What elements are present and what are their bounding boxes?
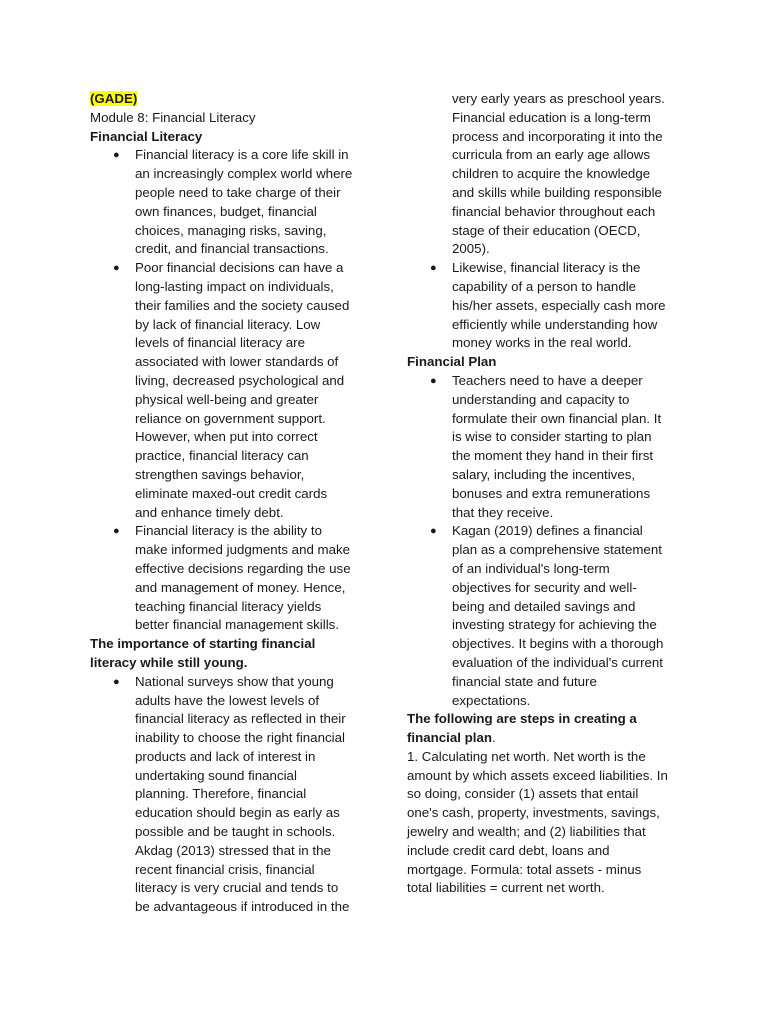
text-line: inability to choose the right financial	[135, 730, 345, 746]
text-line: children to acquire the knowledge	[452, 166, 651, 182]
text-line: own finances, budget, financial	[135, 203, 317, 219]
bullet-icon: ●	[430, 525, 437, 538]
heading-importance: The importance of starting financial literacy while still young.	[90, 636, 316, 670]
text-line: Akdag (2013) stressed that in the	[135, 842, 331, 858]
heading-steps: The following are steps in creating a financial plan.	[407, 711, 637, 746]
text-line: teaching financial literacy yields	[135, 598, 322, 614]
text-line: possible and be taught in schools.	[135, 824, 336, 840]
text-line: education should begin as early as	[135, 805, 340, 821]
text-line: bonuses and extra remunerations	[452, 485, 651, 501]
text-line: long-lasting impact on individuals,	[135, 278, 334, 294]
list-item	[407, 259, 692, 353]
text-line: objectives for security and well-	[452, 579, 637, 595]
text-line: money works in the real world.	[452, 335, 632, 351]
text-line: effective decisions regarding the use	[135, 560, 351, 576]
grade-tag: (GADE)	[90, 91, 138, 106]
text-line: process and incorporating it into the	[452, 128, 663, 144]
text-line: by lack of financial literacy. Low	[135, 316, 321, 332]
text-line: financial behavior throughout each	[452, 203, 656, 219]
list-item	[407, 522, 692, 710]
text-line: total liabilities = current net worth.	[407, 880, 605, 896]
text-line: people need to take charge of their	[135, 184, 341, 200]
text-line: better financial management skills.	[135, 617, 339, 633]
text-line: However, when put into correct	[135, 429, 318, 445]
text-line: planning. Therefore, financial	[135, 786, 307, 802]
module-title: Module 8: Financial Literacy	[90, 109, 256, 125]
text-line: be advantageous if introduced in the	[135, 899, 350, 915]
text-line: of an individual's long-term	[452, 560, 610, 576]
text-line: include credit card debt, loans and	[407, 842, 610, 858]
text-line: the moment they hand in their first	[452, 448, 654, 464]
text-line: literacy is very crucial and tends to	[135, 880, 339, 896]
text-line: jewelry and wealth; and (2) liabilities that	[407, 824, 646, 840]
left-column	[90, 90, 370, 917]
text-line: very early years as preschool years.	[452, 91, 665, 106]
text-line: eliminate maxed-out credit cards	[135, 485, 328, 501]
text-line: amount by which assets exceed liabilities. In	[407, 767, 668, 783]
text-line: expectations.	[452, 692, 531, 708]
bullet-list	[90, 146, 370, 635]
list-item	[90, 259, 370, 522]
text-line: associated with lower standards of	[135, 354, 339, 370]
text-line: their families and the society caused	[135, 297, 350, 313]
text-line: Financial literacy is the ability to	[135, 523, 322, 539]
text-line: living, decreased psychological and	[135, 372, 345, 388]
text-line: being and detailed savings and	[452, 598, 636, 614]
bullet-list	[90, 673, 370, 917]
text-line: strengthen savings behavior,	[135, 466, 305, 482]
text-line: and enhance timely debt.	[135, 504, 284, 520]
text-line: an increasingly complex world where	[135, 166, 353, 182]
text-line: 2005).	[452, 241, 490, 257]
text-line: so doing, consider (1) assets that entail	[407, 786, 639, 802]
text-line: undertaking sound financial	[135, 767, 297, 783]
list-item	[407, 372, 692, 522]
list-item	[90, 522, 370, 635]
bullet-list	[407, 372, 692, 710]
text-line: salary, including the incentives,	[452, 466, 636, 482]
text-line: and skills while building responsible	[452, 184, 662, 200]
list-item	[90, 673, 370, 917]
bullet-icon: ●	[113, 525, 120, 538]
text-line: 1. Calculating net worth. Net worth is the	[407, 748, 646, 764]
text-line: Financial literacy is a core life skill in	[135, 147, 349, 163]
text-line: Financial education is a long-term	[452, 109, 651, 125]
text-line: physical well-being and greater	[135, 391, 319, 407]
text-line: one's cash, property, investments, savings,	[407, 805, 660, 821]
text-line: objectives. It begins with a thorough	[452, 636, 664, 652]
text-line: evaluation of the individual's current	[452, 654, 663, 670]
text-line: formulate their own financial plan. It	[452, 410, 662, 426]
text-line: National surveys show that young	[135, 673, 334, 689]
step-1-paragraph	[407, 748, 692, 898]
text-line: practice, financial literacy can	[135, 448, 309, 464]
continued-paragraph	[407, 90, 692, 259]
text-line: capability of a person to handle	[452, 278, 637, 294]
bullet-icon: ●	[430, 262, 437, 275]
bullet-icon: ●	[430, 374, 437, 387]
bullet-icon: ●	[113, 675, 120, 688]
text-line: choices, managing risks, saving,	[135, 222, 327, 238]
bullet-icon: ●	[113, 262, 120, 275]
text-line: levels of financial literacy are	[135, 335, 305, 351]
text-line: investing strategy for achieving the	[452, 617, 657, 633]
heading-financial-literacy: Financial Literacy	[90, 128, 203, 144]
text-line: Teachers need to have a deeper	[452, 372, 643, 388]
text-line: recent financial crisis, financial	[135, 861, 315, 877]
text-line: mortgage. Formula: total assets - minus	[407, 861, 642, 877]
text-line: Kagan (2019) defines a financial	[452, 523, 643, 539]
text-line: that they receive.	[452, 504, 554, 520]
text-line: reliance on government support.	[135, 410, 326, 426]
text-line: financial state and future	[452, 673, 597, 689]
bullet-icon: ●	[113, 149, 120, 162]
text-line: efficiently while understanding how	[452, 316, 658, 332]
text-line: plan as a comprehensive statement	[452, 542, 662, 558]
text-line: his/her assets, especially cash more	[452, 297, 666, 313]
heading-financial-plan: Financial Plan	[407, 354, 497, 370]
text-line: Poor financial decisions can have a	[135, 260, 344, 276]
text-line: understanding and capacity to	[452, 391, 630, 407]
text-line: curricula from an early age allows	[452, 147, 651, 163]
text-line: is wise to consider starting to plan	[452, 429, 652, 445]
right-column	[407, 90, 692, 898]
bullet-list	[407, 259, 692, 353]
text-line: and management of money. Hence,	[135, 579, 346, 595]
text-line: stage of their education (OECD,	[452, 222, 641, 238]
text-line: products and lack of interest in	[135, 748, 316, 764]
text-line: Likewise, financial literacy is the	[452, 260, 641, 276]
text-line: make informed judgments and make	[135, 542, 351, 558]
list-item	[90, 146, 370, 259]
text-line: adults have the lowest levels of	[135, 692, 320, 708]
text-line: financial literacy as reflected in their	[135, 711, 346, 727]
text-line: credit, and financial transactions.	[135, 241, 329, 257]
